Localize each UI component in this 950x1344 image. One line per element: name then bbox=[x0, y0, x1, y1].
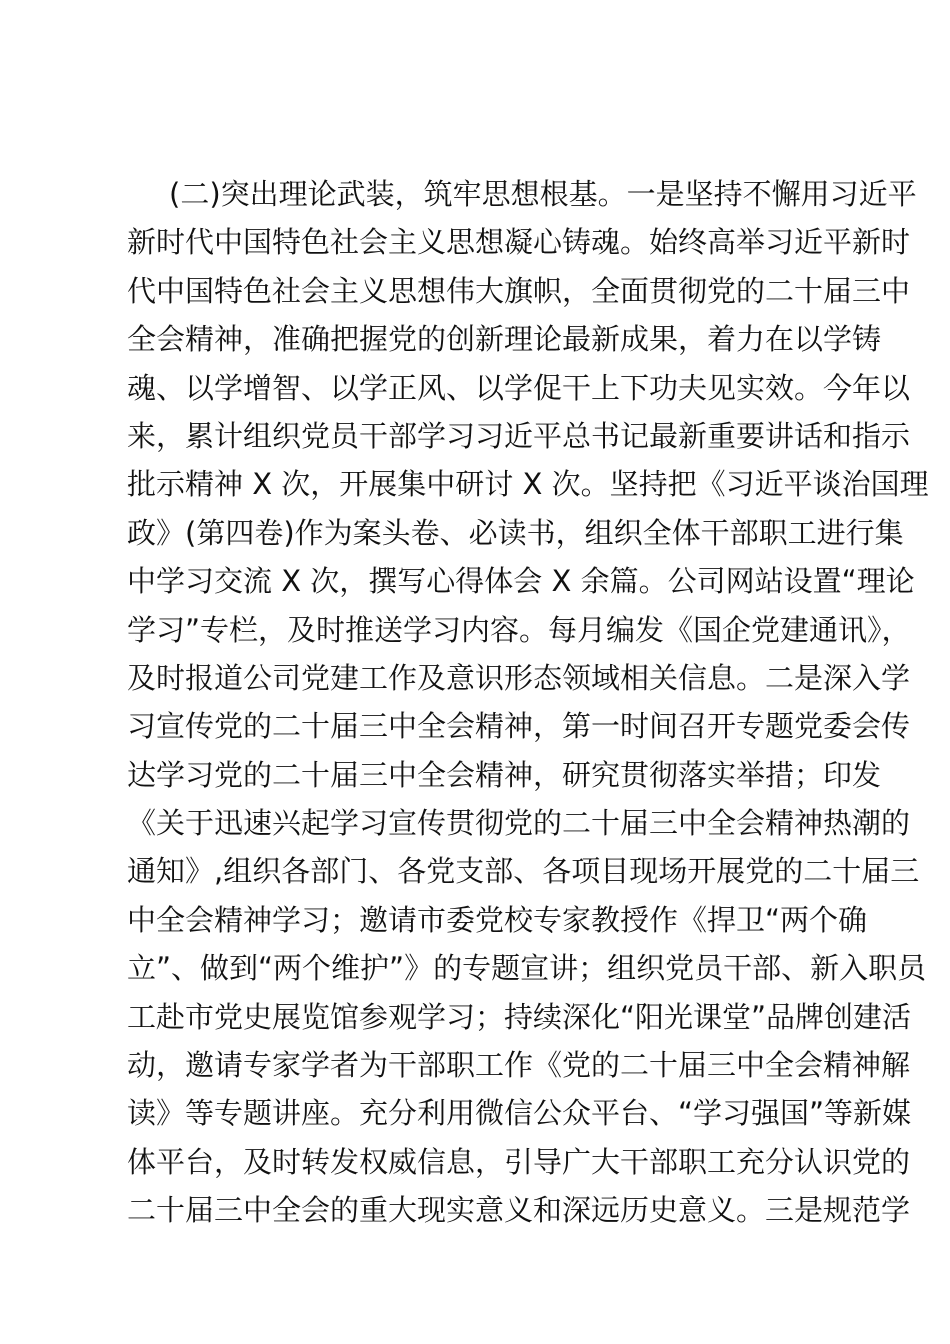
paragraph-line: 政》(第四卷)作为案头卷、必读书，组织全体干部职工进行集 bbox=[127, 515, 904, 550]
paragraph-line: 二十届三中全会的重大现实意义和深远历史意义。三是规范学 bbox=[127, 1193, 911, 1228]
paragraph-line: (二)突出理论武装，筑牢思想根基。一是坚持不懈用习近平 bbox=[169, 177, 917, 211]
paragraph-line: 学习”专栏，及时推送学习内容。每月编发《国企党建通讯》， bbox=[127, 612, 911, 647]
paragraph-line: 中学习交流 X 次，撰写心得体会 X 余篇。公司网站设置“理论 bbox=[127, 564, 915, 599]
body-paragraph bbox=[127, 170, 929, 1235]
paragraph-line: 《关于迅速兴起学习宣传贯彻党的二十届三中全会精神热潮的 bbox=[127, 806, 911, 841]
paragraph-line: 中全会精神学习；邀请市委党校专家教授作《捍卫“两个确 bbox=[127, 902, 868, 937]
paragraph-line: 新时代中国特色社会主义思想凝心铸魂。始终高举习近平新时 bbox=[127, 225, 911, 260]
paragraph-line: 及时报道公司党建工作及意识形态领域相关信息。二是深入学 bbox=[127, 660, 911, 695]
paragraph-line: 读》等专题讲座。充分利用微信公众平台、“学习强国”等新媒 bbox=[127, 1096, 912, 1131]
paragraph-line: 动，邀请专家学者为干部职工作《党的二十届三中全会精神解 bbox=[127, 1048, 911, 1083]
paragraph-line: 代中国特色社会主义思想伟大旗帜，全面贯彻党的二十届三中 bbox=[127, 273, 911, 308]
paragraph-line: 体平台，及时转发权威信息，引导广大干部职工充分认识党的 bbox=[127, 1144, 911, 1179]
paragraph-line: 通知》,组织各部门、各党支部、各项目现场开展党的二十届三 bbox=[127, 854, 920, 889]
paragraph-line: 魂、以学增智、以学正风、以学促干上下功夫见实效。今年以 bbox=[127, 370, 911, 405]
paragraph-line: 全会精神，准确把握党的创新理论最新成果，着力在以学铸 bbox=[127, 322, 882, 357]
paragraph-line: 来，累计组织党员干部学习习近平总书记最新重要讲话和指示 bbox=[127, 418, 911, 453]
paragraph-line: 立”、做到“两个维护”》的专题宣讲；组织党员干部、新入职员 bbox=[127, 951, 927, 986]
paragraph-line: 习宣传党的二十届三中全会精神，第一时间召开专题党委会传 bbox=[127, 709, 911, 744]
paragraph-line: 工赴市党史展览馆参观学习；持续深化“阳光课堂”品牌创建活 bbox=[127, 999, 912, 1034]
paragraph-line: 达学习党的二十届三中全会精神，研究贯彻落实举措；印发 bbox=[127, 757, 882, 792]
paragraph-line: 批示精神 X 次，开展集中研讨 X 次。坚持把《习近平谈治国理 bbox=[127, 467, 929, 502]
